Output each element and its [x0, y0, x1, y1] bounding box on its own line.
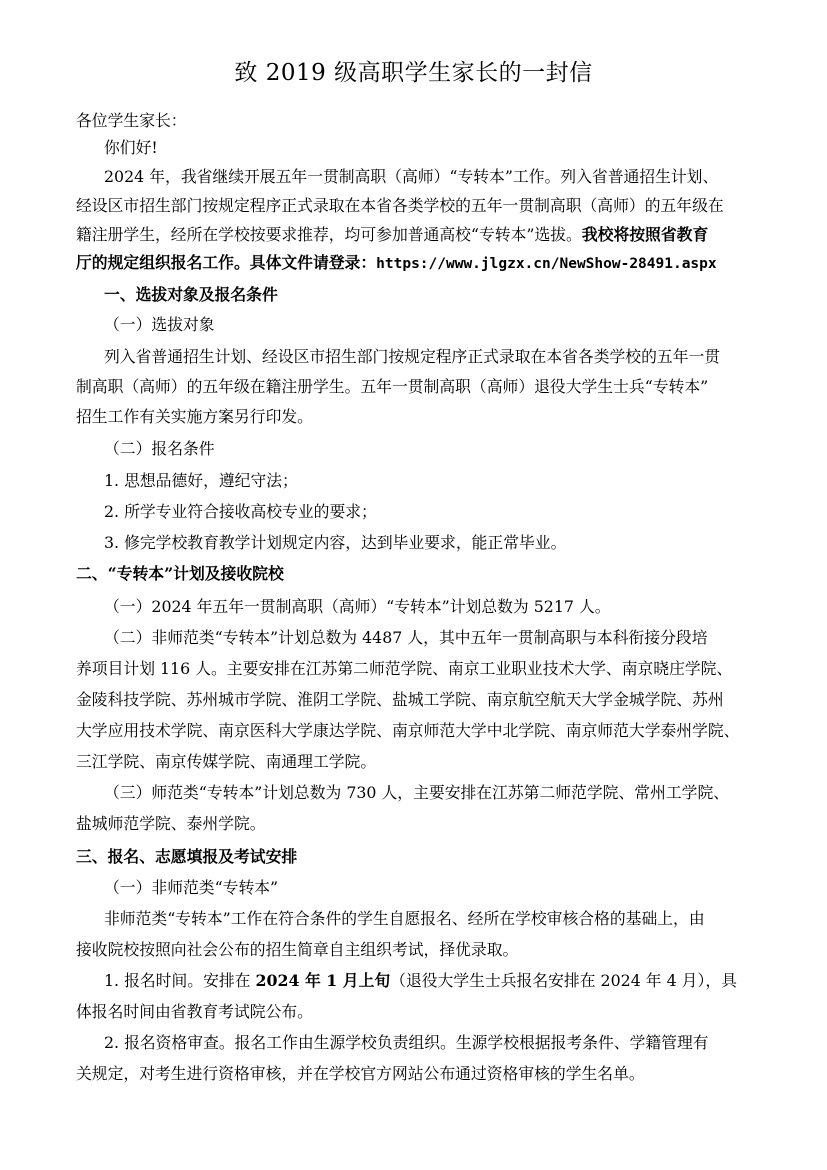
- paragraph-line: 制高职（高师）的五年级在籍注册学生。五年一贯制高职（高师）退役大学生士兵“专转本”: [76, 377, 709, 396]
- date-emphasis: 2024 年 1 月上旬: [255, 971, 391, 990]
- paragraph-line: [104, 969, 737, 993]
- list-item: 3. 修完学校教育教学计划规定内容，达到毕业要求，能正常毕业。: [104, 533, 567, 552]
- paragraph-text: 1. 报名时间。安排在: [104, 971, 256, 990]
- intro-line: 经设区市招生部门按规定程序正式录取在本省各类学校的五年一贯制高职（高师）的五年级在: [76, 196, 724, 215]
- document-url-link[interactable]: https://www.jlgzx.cn/NewShow-28491.aspx: [376, 256, 717, 272]
- paragraph-line: 盐城师范学院、泰州学院。: [76, 814, 266, 833]
- paragraph-line: （一）2024 年五年一贯制高职（高师）“专转本”计划总数为 5217 人。: [104, 597, 611, 616]
- intro-line: 2024 年，我省继续开展五年一贯制高职（高师）“专转本”工作。列入省普通招生计划、: [104, 167, 719, 186]
- greeting: 你们好!: [104, 138, 158, 157]
- intro-line: [76, 251, 717, 276]
- list-item: 2. 所学专业符合接收高校专业的要求；: [104, 502, 377, 521]
- subsection-heading: （一）选拔对象: [104, 315, 215, 334]
- subsection-heading: （一）非师范类“专转本”: [104, 878, 279, 897]
- intro-emphasis: 厅的规定组织报名工作。具体文件请登录：: [76, 253, 377, 272]
- paragraph-line: 体报名时间由省教育考试院公布。: [76, 1002, 313, 1021]
- paragraph-line: 金陵科技学院、苏州城市学院、淮阴工学院、盐城工学院、南京航空航天大学金城学院、苏州: [76, 690, 724, 709]
- paragraph-line: 2. 报名资格审查。报名工作由生源学校负责组织。生源学校根据报考条件、学籍管理有: [104, 1033, 709, 1052]
- salutation: 各位学生家长：: [76, 111, 187, 130]
- intro-line: [76, 223, 708, 247]
- intro-text: 籍注册学生，经所在学校按要求推荐，均可参加普通高校“专转本”选拔。: [76, 225, 582, 244]
- paragraph-line: 招生工作有关实施方案另行印发。: [76, 407, 313, 426]
- subsection-heading: （二）报名条件: [104, 439, 215, 458]
- paragraph-line: 列入省普通招生计划、经设区市招生部门按规定程序正式录取在本省各类学校的五年一贯: [104, 347, 721, 366]
- paragraph-line: 非师范类“专转本”工作在符合条件的学生自愿报名、经所在学校审核合格的基础上，由: [104, 909, 705, 928]
- paragraph-line: 三江学院、南京传媒学院、南通理工学院。: [76, 752, 377, 771]
- intro-emphasis: 我校将按照省教育: [581, 225, 709, 244]
- paragraph-line: （二）非师范类“专转本”计划总数为 4487 人，其中五年一贯制高职与本科衔接分段培: [104, 628, 708, 647]
- document-title: 致 2019 级高职学生家长的一封信: [234, 60, 593, 86]
- section-heading: 一、选拔对象及报名条件: [104, 285, 278, 304]
- section-heading: 三、报名、志愿填报及考试安排: [76, 847, 298, 866]
- section-heading: 二、“专转本”计划及接收院校: [76, 564, 284, 583]
- paragraph-line: （三）师范类“专转本”计划总数为 730 人，主要安排在江苏第二师范学院、常州工学院、: [104, 783, 730, 802]
- paragraph-line: 养项目计划 116 人。主要安排在江苏第二师范学院、南京工业职业技术大学、南京晓庄学院、: [76, 659, 733, 678]
- paragraph-line: 接收院校按照向社会公布的招生简章自主组织考试，择优录取。: [76, 940, 519, 959]
- paragraph-line: 关规定，对考生进行资格审核，并在学校官方网站公布通过资格审核的学生名单。: [76, 1064, 645, 1083]
- list-item: 1. 思想品德好，遵纪守法；: [104, 471, 298, 490]
- paragraph-text: （退役大学生士兵报名安排在 2024 年 4 月），具: [390, 971, 737, 990]
- paragraph-line: 大学应用技术学院、南京医科大学康达学院、南京师范大学中北学院、南京师范大学泰州学院、: [76, 721, 740, 740]
